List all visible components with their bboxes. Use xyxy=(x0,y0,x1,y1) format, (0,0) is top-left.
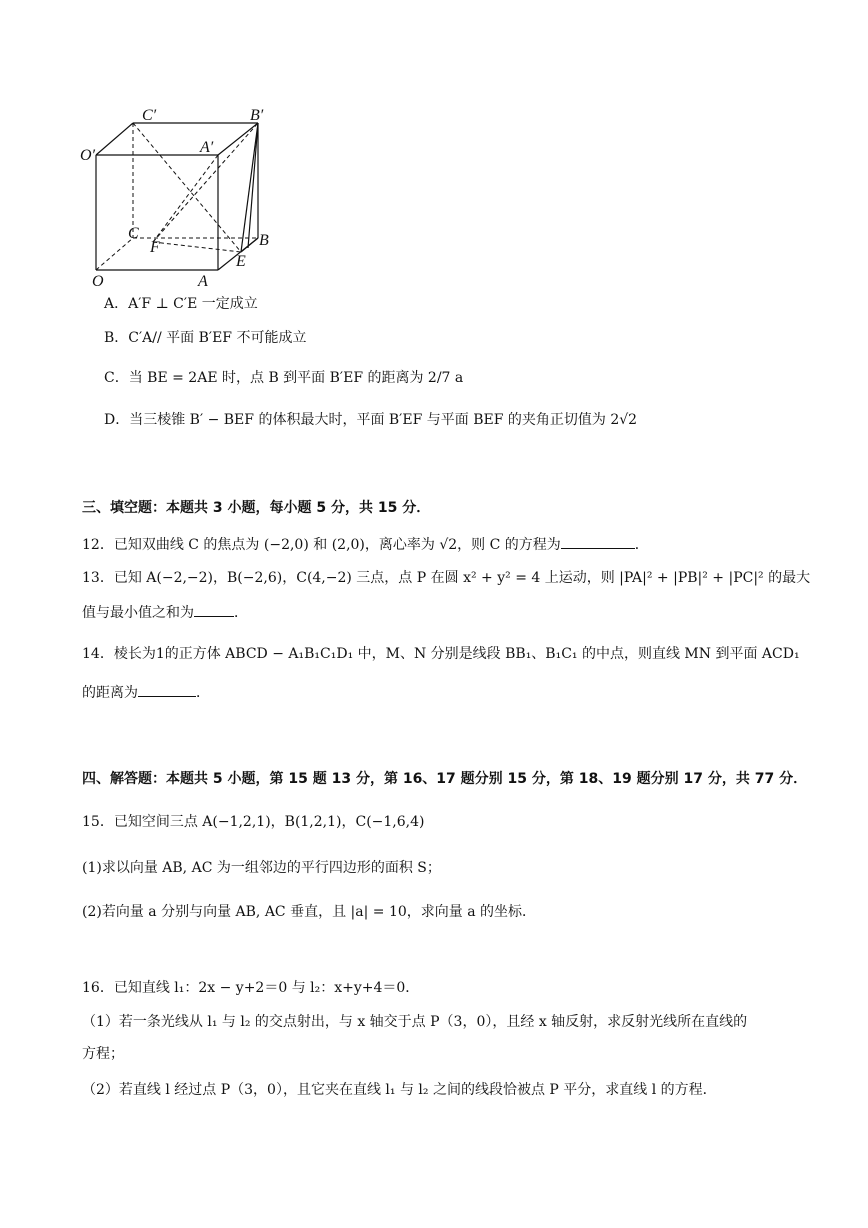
end-mark: ． xyxy=(234,605,248,621)
label-o: O xyxy=(92,273,104,290)
question-13-line-1: 13．已知 A(−2,−2)，B(−2,6)，C(4,−2) 三点，点 P 在圆 x² + y² = 4 上运动，则 |PA|² + |PB|² + |PC|² 的最大 xyxy=(82,570,811,586)
question-12 xyxy=(82,534,649,555)
question-13-line-2 xyxy=(82,602,248,623)
edge-aprime-bprime xyxy=(218,123,258,155)
question-16-part-1-line-2: 方程； xyxy=(82,1046,124,1062)
end-mark: ． xyxy=(196,685,210,701)
question-15-part-2: (2)若向量 a 分别与向量 AB, AC 垂直，且 |a| = 10，求向量 a 的坐标． xyxy=(82,904,537,920)
edge-e-b xyxy=(241,238,258,252)
question-16-part-2: （2）若直线 l 经过点 P（3，0），且它夹在直线 l₁ 与 l₂ 之间的线段恰被点 P 平分，求直线 l 的方程． xyxy=(82,1082,717,1098)
q11-option-d: D．当三棱锥 B′ − BEF 的体积最大时，平面 B′EF 与平面 BEF 的夹角正切值为 2√2 xyxy=(104,412,638,428)
answer-blank xyxy=(194,602,234,617)
cube-figure xyxy=(78,100,298,290)
hidden-cprime-e xyxy=(133,123,241,252)
label-c-prime: C′ xyxy=(142,107,157,124)
q11-option-b: B．C′A// 平面 B′EF 不可能成立 xyxy=(104,330,307,346)
label-b-prime: B′ xyxy=(250,107,264,124)
question-16-stem: 16．已知直线 l₁：2x − y+2＝0 与 l₂：x+y+4＝0． xyxy=(82,980,420,996)
hidden-f-e xyxy=(153,242,241,252)
question-16-part-1-line-1: （1）若一条光线从 l₁ 与 l₂ 的交点射出，与 x 轴交于点 P（3，0），且经 x 轴反射，求反射光线所在直线的 xyxy=(82,1014,748,1030)
label-o-prime: O′ xyxy=(80,147,96,164)
q11-option-a: A．A′F ⊥ C′E 一定成立 xyxy=(104,296,258,312)
hidden-aprime-f xyxy=(153,155,218,242)
q11-option-c: C．当 BE = 2AE 时，点 B 到平面 B′EF 的距离为 2/7 a xyxy=(104,370,464,386)
section-3-title: 三、填空题：本题共 3 小题，每小题 5 分，共 15 分． xyxy=(82,500,431,516)
label-a-prime: A′ xyxy=(200,139,214,156)
section-4-title: 四、解答题：本题共 5 小题，第 15 题 13 分，第 16、17 题分别 15 分，第 18、19 题分别 17 分，共 77 分． xyxy=(82,771,808,787)
edge-oprime-cprime xyxy=(96,123,133,155)
question-15-stem: 15．已知空间三点 A(−1,2,1)，B(1,2,1)，C(−1,6,4) xyxy=(82,814,425,830)
cube-diagram xyxy=(78,100,298,290)
answer-blank xyxy=(138,682,196,697)
label-c: C xyxy=(128,225,139,242)
hidden-o-c xyxy=(96,238,133,270)
question-12-text: 12．已知双曲线 C 的焦点为 (−2,0) 和 (2,0)，离心率为 √2，则 C 的方程为 xyxy=(82,537,561,553)
label-f: F xyxy=(150,239,160,256)
question-13-text: 值与最小值之和为 xyxy=(82,605,194,621)
question-14-line-1: 14．棱长为1的正方体 ABCD − A₁B₁C₁D₁ 中，M、N 分别是线段 BB₁、B₁C₁ 的中点，则直线 MN 到平面 ACD₁ xyxy=(82,646,800,662)
end-mark: ． xyxy=(634,537,649,553)
question-14-line-2 xyxy=(82,682,210,703)
label-a: A xyxy=(198,273,208,290)
label-b: B xyxy=(259,232,269,249)
label-e: E xyxy=(236,253,246,270)
question-14-text: 的距离为 xyxy=(82,685,138,701)
answer-blank xyxy=(561,534,635,549)
question-15-part-1: (1)求以向量 AB, AC 为一组邻边的平行四边形的面积 S； xyxy=(82,860,441,876)
